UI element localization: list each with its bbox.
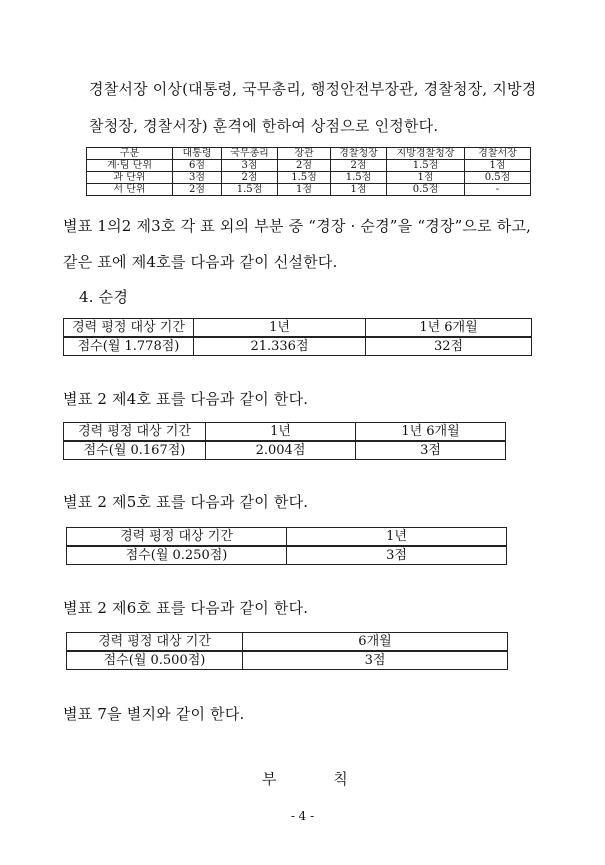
table-cell: 0.5점 bbox=[465, 172, 531, 184]
table-cell: - bbox=[465, 184, 531, 196]
table-cell: 1점 bbox=[278, 184, 331, 196]
para-c: 별표 2 제5호 표를 다음과 같이 한다. bbox=[63, 493, 309, 511]
table-cell: 점수(월 0.500점) bbox=[67, 651, 243, 670]
career-table-b bbox=[63, 422, 506, 460]
table-cell: 계·팀 단위 bbox=[87, 160, 173, 172]
para-2-line-1: 별표 1의2 제3호 각 표 외의 부분 중 “경장 · 순경”을 “경장”으로 하고, bbox=[63, 217, 532, 235]
table-cell: 3점 bbox=[222, 160, 278, 172]
table-cell: 6개월 bbox=[243, 633, 508, 652]
section-heading-4: 4. 순경 bbox=[79, 288, 129, 306]
table-cell: 1점 bbox=[331, 184, 387, 196]
page-number: - 4 - bbox=[290, 809, 315, 823]
award-table bbox=[86, 147, 531, 196]
career-table-a bbox=[63, 318, 532, 356]
table-row bbox=[67, 546, 507, 565]
para-e: 별표 7을 별지와 같이 한다. bbox=[63, 705, 245, 723]
para-b: 별표 2 제4호 표를 다음과 같이 한다. bbox=[63, 390, 309, 408]
header-cell: 장관 bbox=[278, 148, 331, 160]
table-cell: 서 단위 bbox=[87, 184, 173, 196]
table-cell: 1.5점 bbox=[278, 172, 331, 184]
table-cell: 점수(월 0.167점) bbox=[64, 441, 206, 460]
table-cell: 경력 평정 대상 기간 bbox=[67, 633, 243, 652]
table-row bbox=[67, 633, 508, 652]
table-row bbox=[64, 319, 532, 338]
table-cell: 1점 bbox=[465, 160, 531, 172]
intro-line-2: 찰청장, 경찰서장) 훈격에 한하여 상점으로 인정한다. bbox=[89, 117, 439, 135]
table-row bbox=[64, 337, 532, 356]
table-cell: 2점 bbox=[173, 184, 222, 196]
table-row bbox=[64, 423, 506, 442]
header-cell: 국무총리 bbox=[222, 148, 278, 160]
para-2-line-2: 같은 표에 제4호를 다음과 같이 신설한다. bbox=[63, 253, 338, 271]
table-row bbox=[67, 651, 508, 670]
table-row bbox=[87, 172, 531, 184]
table-cell: 1년 6개월 bbox=[356, 423, 506, 442]
career-table-c bbox=[66, 527, 507, 565]
table-cell: 과 단위 bbox=[87, 172, 173, 184]
table-cell: 3점 bbox=[243, 651, 508, 670]
career-table-d bbox=[66, 632, 508, 670]
table-cell: 3점 bbox=[356, 441, 506, 460]
table-cell: 경력 평정 대상 기간 bbox=[67, 528, 287, 547]
table-cell: 1점 bbox=[387, 172, 465, 184]
table-cell: 점수(월 0.250점) bbox=[67, 546, 287, 565]
table-cell: 2.004점 bbox=[206, 441, 356, 460]
table-cell: 21.336점 bbox=[194, 337, 366, 356]
header-cell: 지방경찰청장 bbox=[387, 148, 465, 160]
table-cell: 1년 bbox=[287, 528, 507, 547]
header-cell: 경찰서장 bbox=[465, 148, 531, 160]
header-cell: 구분 bbox=[87, 148, 173, 160]
table-cell: 1년 bbox=[194, 319, 366, 338]
table-cell: 32점 bbox=[366, 337, 532, 356]
table-cell: 2점 bbox=[278, 160, 331, 172]
table-cell: 1년 bbox=[206, 423, 356, 442]
table-cell: 6점 bbox=[173, 160, 222, 172]
header-cell: 대통령 bbox=[173, 148, 222, 160]
table-cell: 3점 bbox=[173, 172, 222, 184]
table-cell: 1.5점 bbox=[331, 172, 387, 184]
table-row bbox=[67, 528, 507, 547]
table-cell: 3점 bbox=[287, 546, 507, 565]
table-cell: 2점 bbox=[222, 172, 278, 184]
table-cell: 2점 bbox=[331, 160, 387, 172]
table-cell: 1년 6개월 bbox=[366, 319, 532, 338]
table-cell: 1.5점 bbox=[387, 160, 465, 172]
supplementary-provisions-title: 부 칙 bbox=[262, 770, 374, 788]
para-d: 별표 2 제6호 표를 다음과 같이 한다. bbox=[63, 599, 309, 617]
header-cell: 경찰청장 bbox=[331, 148, 387, 160]
table-row bbox=[87, 160, 531, 172]
table-cell: 1.5점 bbox=[222, 184, 278, 196]
table-cell: 경력 평정 대상 기간 bbox=[64, 423, 206, 442]
intro-line-1: 경찰서장 이상(대통령, 국무총리, 행정안전부장관, 경찰청장, 지방경 bbox=[89, 80, 537, 98]
table-cell: 경력 평정 대상 기간 bbox=[64, 319, 194, 338]
table-row bbox=[87, 184, 531, 196]
award-table-header bbox=[87, 148, 531, 160]
table-cell: 0.5점 bbox=[387, 184, 465, 196]
table-cell: 점수(월 1.778점) bbox=[64, 337, 194, 356]
table-row bbox=[64, 441, 506, 460]
